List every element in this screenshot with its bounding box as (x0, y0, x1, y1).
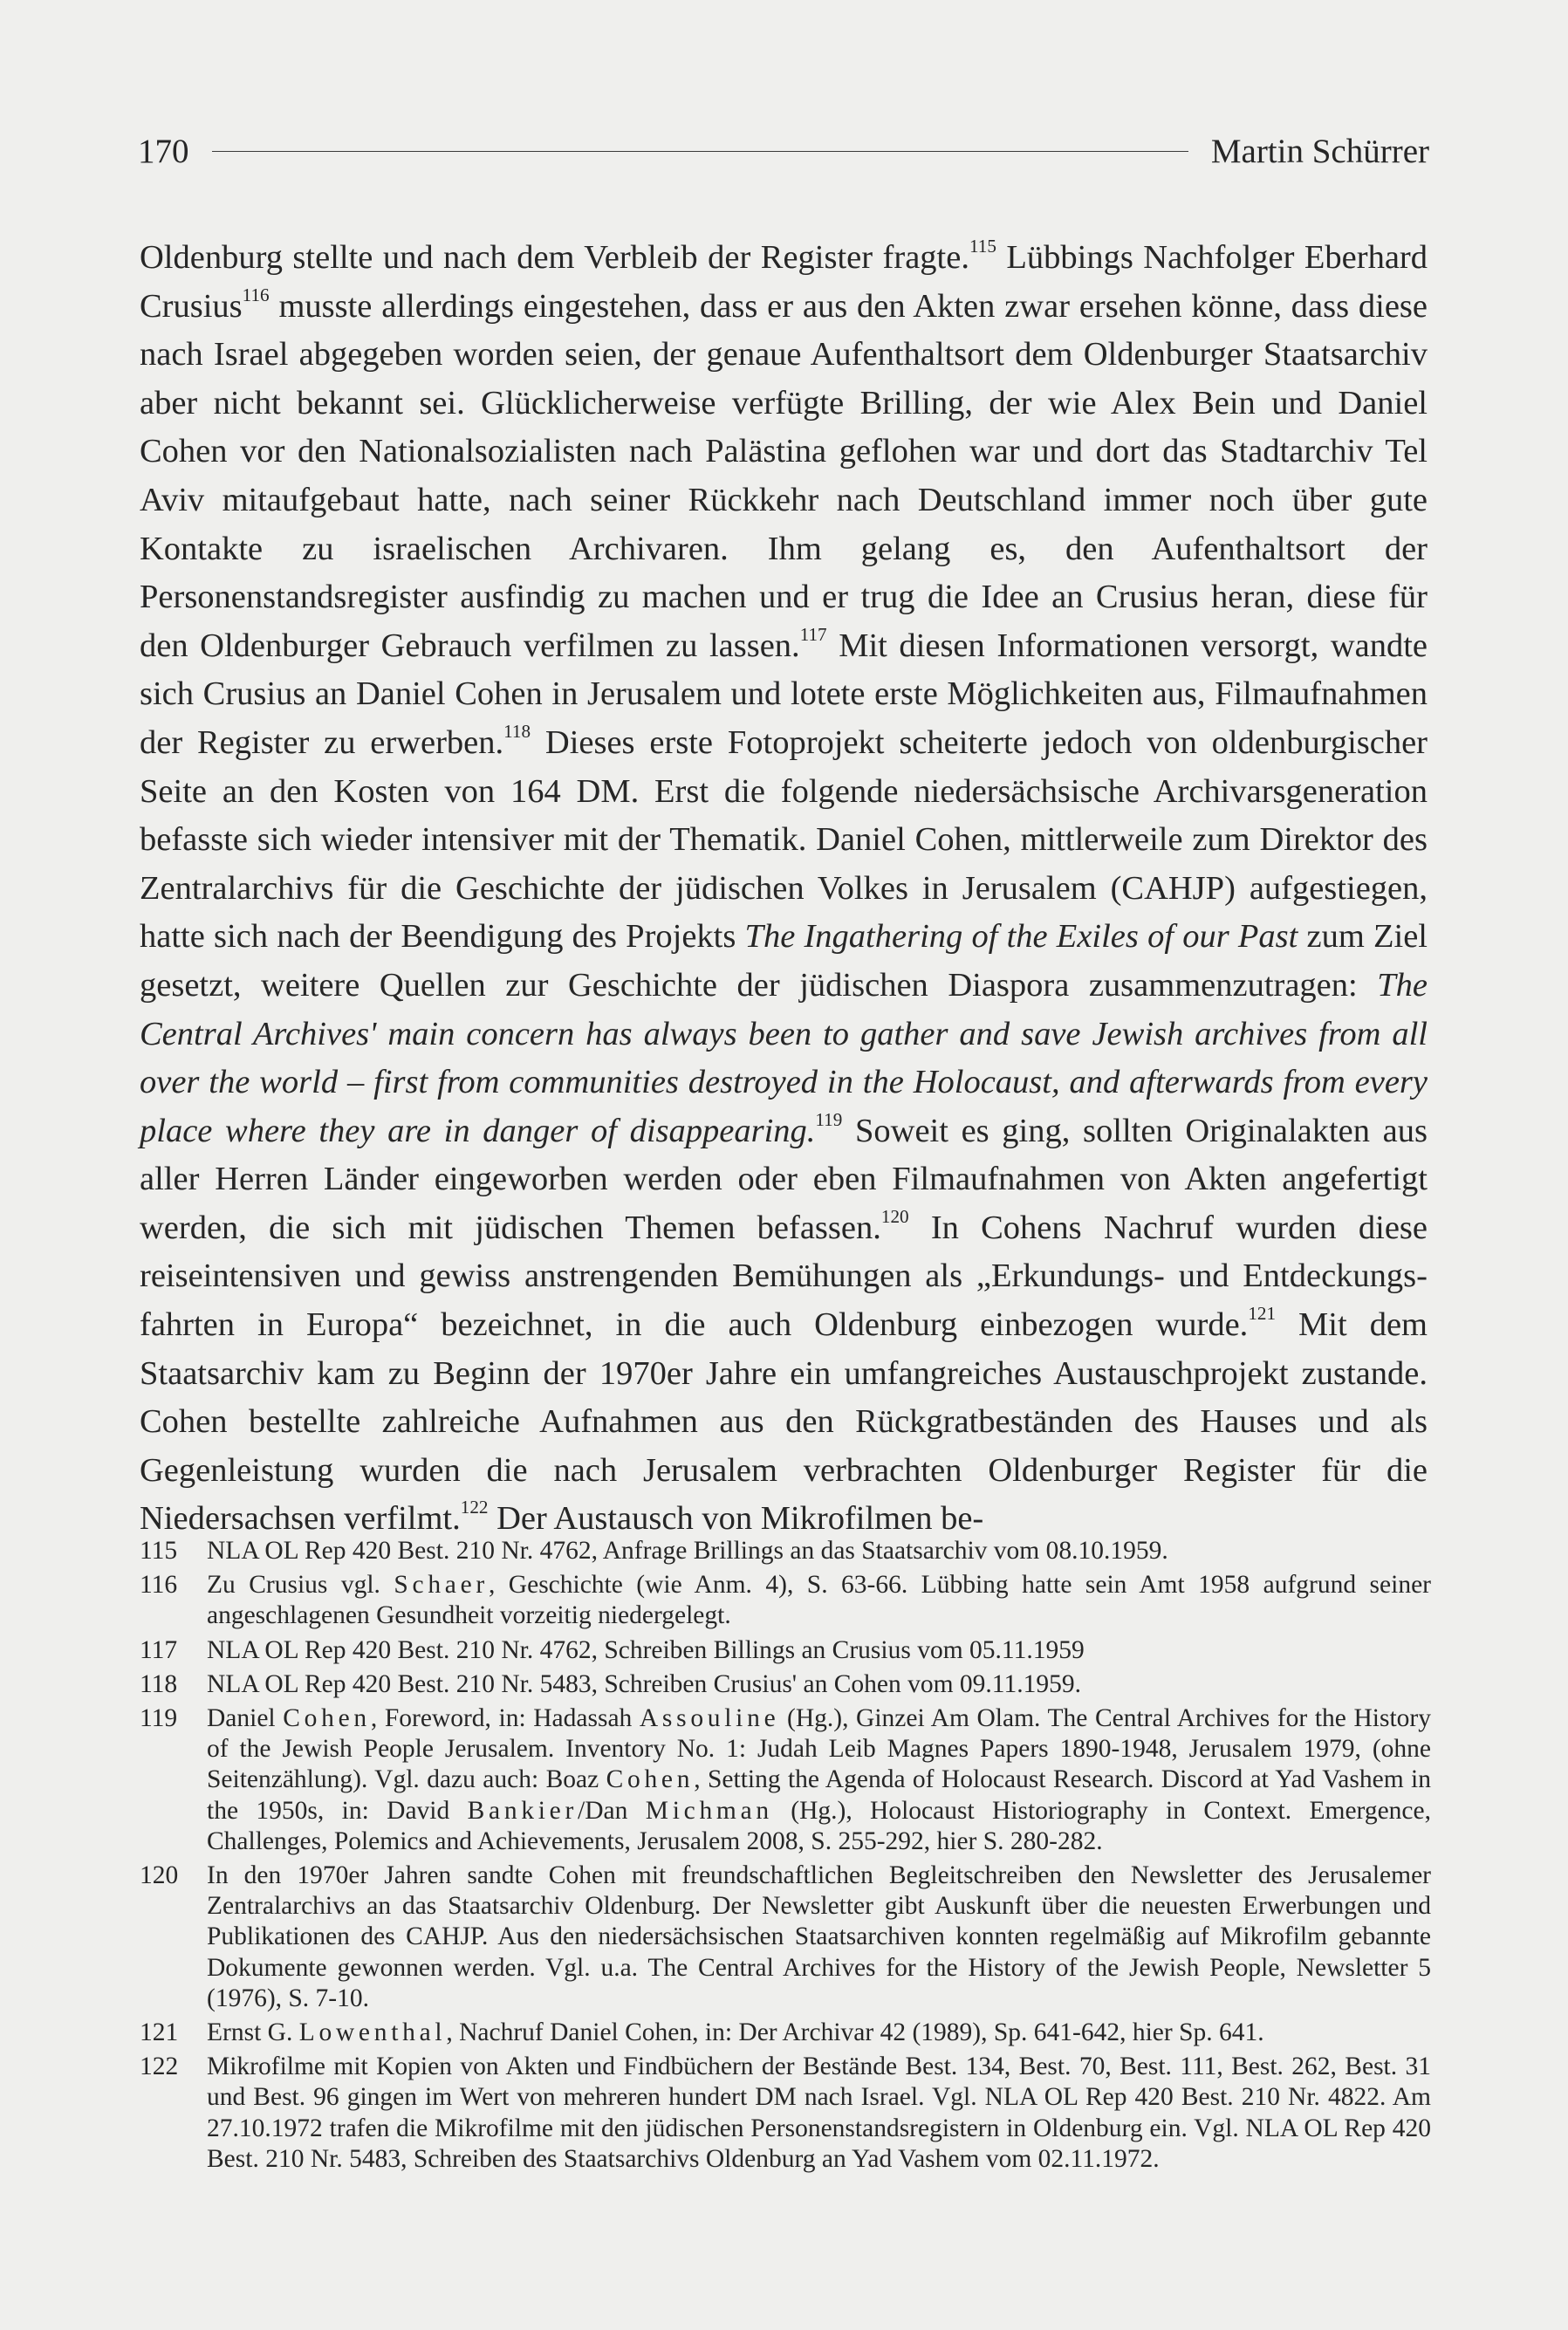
footnote-number: 117 (140, 1635, 178, 1664)
footnote-122 (140, 2052, 1431, 2175)
text-run: /Dan (578, 1796, 646, 1825)
running-head-author: Martin Schürrer (1210, 132, 1429, 170)
author-name: Bankier (467, 1796, 579, 1825)
footnote-116 (140, 1570, 1431, 1631)
footnote-118 (140, 1669, 1431, 1700)
footnote-text: NLA OL Rep 420 Best. 210 Nr. 5483, Schreiben Crusius' an Cohen vom 09.11.1959. (207, 1669, 1081, 1698)
footnote-number: 122 (140, 2052, 179, 2081)
footnote-ref-116[interactable]: 116 (242, 284, 270, 305)
text-run: , Nachruf Daniel Cohen, in: Der Archivar 42 (1989), Sp. 641-642, hier Sp. 641. (446, 2018, 1264, 2047)
footnote-number: 120 (140, 1861, 179, 1890)
author-name: Lowenthal (298, 2018, 447, 2047)
footnote-number: 121 (140, 2018, 179, 2047)
text-run: , Foreword, in: Hadassah (370, 1704, 640, 1733)
text-run: Mit dem Staatsarchiv kam zu Beginn der 1970er Jahre ein umfangreiches Austauschprojekt zustande. Cohen bestellte zahlreiche Aufnahmen aus den Rückgratbeständen des Hauses und als Gegenleistung wurden die nach Jerusalem verbrachten Oldenburger Register für die Niedersachsen verfilmt. (140, 1306, 1428, 1538)
footnote-text: Mikrofilme mit Kopien von Akten und Findbüchern der Bestände Best. 134, Best. 70, Best. 111, Best. 262, Best. 31 und Best. 96 gingen im Wert von mehreren hundert DM nach Israel. Vgl. NLA OL Rep 420 Best. 210 Nr. 4822. Am 27.10.1972 trafen die Mikrofilme mit den jüdischen Personenstandsregistern in Oldenburg ein. Vgl. NLA OL Rep 420 Best. 210 Nr. 5483, Schreiben des Staatsarchivs Oldenburg an Yad Vashem vom 02.11.1972. (207, 2052, 1431, 2173)
footnote-117 (140, 1635, 1431, 1666)
text-run: Der Austausch von Mikrofilmen be- (488, 1500, 984, 1538)
text-run: Lübbings Nachfolger Eberhard Crusius (140, 239, 1428, 325)
author-name: Assouline (639, 1704, 780, 1733)
text-run: , Setting the Agenda of Holocaust Research. Discord at Yad Vashem in the 1950s, in: David (207, 1765, 1431, 1825)
footnote-119 (140, 1703, 1431, 1857)
footnote-ref-120[interactable]: 120 (880, 1205, 909, 1227)
footnotes (140, 1536, 1431, 2178)
text-run: Mit diesen Informationen versorgt, wandte sich Crusius an Daniel Cohen in Jerusalem und lotete erste Möglichkeiten aus, Filmaufnahmen der Register zu erwerben. (140, 627, 1428, 761)
text-run: Daniel (207, 1704, 284, 1733)
text-run: , Geschichte (wie Anm. 4), S. 63-66. Lübbing hatte sein Amt 1958 aufgrund seiner angeschlagenen Gesundheit vorzeitig niedergelegt. (207, 1571, 1431, 1630)
footnote-ref-117[interactable]: 117 (799, 623, 827, 645)
author-name: Michman (645, 1796, 773, 1825)
footnote-text: NLA OL Rep 420 Best. 210 Nr. 4762, Anfrage Brillings an das Staatsarchiv vom 08.10.1959. (207, 1537, 1168, 1565)
footnote-text (207, 2018, 1431, 2048)
header-rule (212, 151, 1188, 152)
footnote-text: NLA OL Rep 420 Best. 210 Nr. 4762, Schreiben Billings an Crusius vom 05.11.1959 (207, 1635, 1085, 1664)
footnote-ref-115[interactable]: 115 (969, 236, 996, 257)
body-paragraph (140, 234, 1428, 1544)
footnote-text (207, 1703, 1431, 1857)
footnote-number: 119 (140, 1704, 178, 1733)
text-run: Zu Crusius vgl. (207, 1571, 394, 1600)
text-run: musste allerdings eingestehen, dass er aus den Akten zwar ersehen könne, dass diese nach Israel abgegeben worden seien, der genaue Aufenthaltsort dem Oldenburger Staatsarchiv aber nicht bekannt sei. Glücklicherweise verfügte Brilling, der wie Alex Bein und Daniel Cohen vor den Nationalsozialisten nach Palästina geflohen war und dort das Stadtarchiv Tel Aviv mitaufgebaut hatte, nach seiner Rückkehr nach Deutschland immer noch über gute Kontakte zu israelischen Archivaren. Ihm gelang es, den Aufenthaltsort der Personenstandsregister ausfindig zu machen und er trug die Idee an Crusius heran, diese für den Oldenburger Gebrauch verfilmen zu lassen. (140, 287, 1428, 664)
italic-title: The Ingathering of the Exiles of our Past (744, 918, 1298, 956)
main-text (140, 234, 1428, 1544)
text-run: (Hg.), Ginzei Am Olam. The Central Archives for the History of the Jewish People Jerusalem. Inventory No. 1: Judah Leib Magnes Papers 1890-1948, Jerusalem 1979, (ohne Seitenzählung). Vgl. dazu auch: Boaz (207, 1704, 1431, 1794)
footnote-number: 115 (140, 1537, 178, 1565)
footnote-ref-119[interactable]: 119 (815, 1108, 843, 1130)
author-name: Cohen (606, 1765, 695, 1794)
footnote-ref-121[interactable]: 121 (1248, 1303, 1277, 1325)
footnote-text: In den 1970er Jahren sandte Cohen mit freundschaftlichen Begleitschreiben den Newsletter des Jerusalemer Zentralarchivs an das Staatsarchiv Oldenburg. Der Newsletter gibt Auskunft über die neuesten Erwerbungen und Publikationen des CAHJP. Aus den niedersächsischen Staatsarchiven konnten regelmäßig auf Mikrofilm gebannte Dokumente gewonnen werden. Vgl. u.a. The Central Archives for the History of the Jewish People, Newsletter 5 (1976), S. 7-10. (207, 1861, 1431, 2012)
footnote-ref-118[interactable]: 118 (503, 720, 531, 742)
text-run: Soweit es ging, sollten Originalakten aus aller Herren Länder eingeworben werden oder eben Filmaufnahmen von Akten angefertigt werden, die sich mit jüdischen Themen befassen. (140, 1112, 1428, 1246)
italic-quote: The Central Archives' main concern has always been to gather and save Jewish archives from all over the world – first from communities destroyed in the Holocaust, and afterwards from every place where they are in danger of disappearing. (140, 966, 1428, 1149)
text-run: Dieses erste Fotoprojekt scheiterte jedoch von oldenburgischer Seite an den Kosten von 164 DM. Erst die folgende niedersächsische Archivarsgeneration befasste sich wieder intensiver mit der Thematik. Daniel Cohen, mittlerweile zum Direktor des Zentralarchivs für die Geschichte der jüdischen Volkes in Jerusalem (CAHJP) aufgestiegen, hatte sich nach der Beendigung des Projekts (140, 723, 1428, 956)
text-run: zum Ziel gesetzt, weitere Quellen zur Geschichte der jüdischen Diaspora zusammenzutragen: (140, 918, 1428, 1004)
footnote-number: 116 (140, 1571, 178, 1600)
author-name: Cohen (283, 1704, 371, 1733)
footnote-120 (140, 1861, 1431, 2014)
text-run: Ernst G. (207, 2018, 299, 2047)
footnote-ref-122[interactable]: 122 (460, 1497, 489, 1518)
text-run: Oldenburg stellte und nach dem Verbleib der Register fragte. (140, 239, 969, 276)
author-name: Schaer (394, 1571, 489, 1600)
text-run: (Hg.), Holocaust Historiography in Context. Emergence, Challenges, Polemics and Achievements, Jerusalem 2008, S. 255-292, hier S. 280-282. (207, 1796, 1431, 1855)
footnote-115 (140, 1536, 1431, 1566)
running-header (138, 129, 1429, 173)
footnote-121 (140, 2018, 1431, 2048)
footnote-number: 118 (140, 1669, 178, 1698)
footnote-text (207, 1570, 1431, 1631)
text-run: In Cohens Nachruf wurden diese reiseintensiven und gewiss anstrengenden Bemühungen als „Erkundungs- und Entdeckungsfahrten in Europa“ bezeichnet, in die auch Oldenburg einbezogen wurde. (140, 1209, 1428, 1344)
page-number: 170 (138, 132, 189, 170)
